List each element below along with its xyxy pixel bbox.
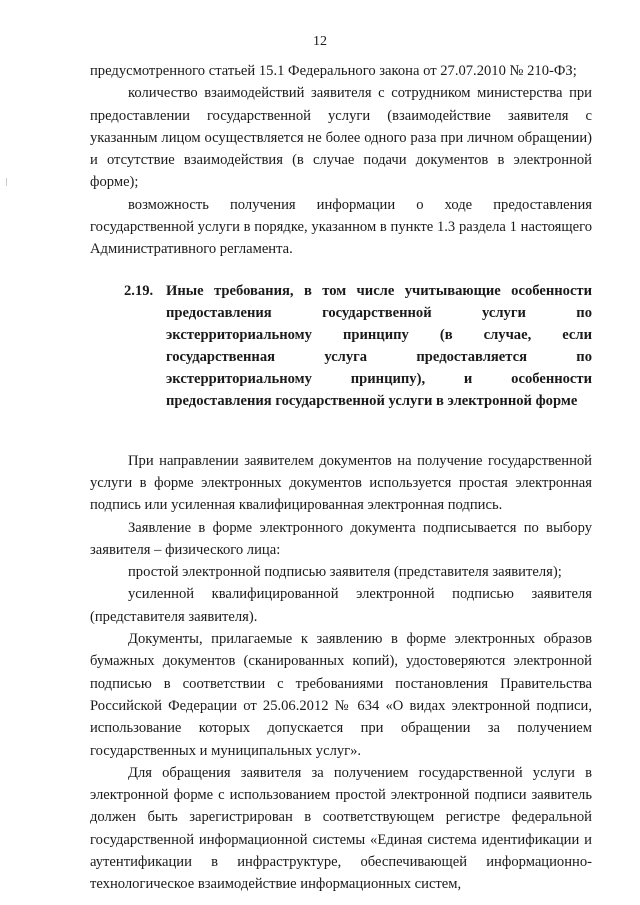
paragraph-qualified-signature: усиленной квалифицированной электронной подписью заявителя (представителя заявителя). xyxy=(90,586,592,625)
section-number: 2.19. xyxy=(124,282,154,299)
paragraph-interactions-count: количество взаимодействий заявителя с сотрудником министерства при предоставлении государственной услуги (взаимодействие заявителя с указанным лицом осуществляется не более одного раза при личном обращении) и отсутствие взаимодействия (в случае подачи документов в электронной форме); xyxy=(90,85,592,191)
page-number: 12 xyxy=(313,34,327,49)
paragraph-electronic-signature: При направлении заявителем документов на получение государственной услуги в форме электронных документов используется простая электронная подпись или усиленная квалифицированная электронная подпись. xyxy=(90,452,592,514)
document-body xyxy=(90,60,592,896)
paragraph-law-reference: предусмотренного статьей 15.1 Федерального закона от 27.07.2010 № 210-ФЗ; xyxy=(90,63,577,79)
paragraph-registration-requirement: Для обращения заявителя за получением государственной услуги в электронной форме с использованием простой электронной подписи заявитель должен быть зарегистрирован в соответствующем регистре федеральной государственной информационной системы «Единая система идентификации и аутентификации в инфраструктуре, обеспечивающей информационно-технологическое взаимодействие информационных систем, xyxy=(90,764,592,893)
scan-artifact xyxy=(6,178,7,186)
paragraph-attached-documents: Документы, прилагаемые к заявлению в форме электронных образов бумажных документов (сканированных копий), удостоверяются электронной подписью в соответствии с требованиями постановления Правительства Российской Федерации от 25.06.2012 № 634 «О видах электронной подписи, использование которых допускается при обращении за получением государственных и муниципальных услуг». xyxy=(90,631,592,759)
paragraph-status-info: возможность получения информации о ходе предоставления государственной услуги в порядке, указанном в пункте 1.3 раздела 1 настоящего Административного регламента. xyxy=(90,196,592,258)
paragraph-simple-signature: простой электронной подписью заявителя (представителя заявителя); xyxy=(128,564,562,581)
section-heading xyxy=(90,280,592,412)
section-title: Иные требования, в том числе учитывающие особенности предоставления государственной услуги по экстерриториальному принципу (в случае, если государственная услуга предоставляется по экстерриториальному принципу), и особенности предоставления государственной услуги в электронной форме xyxy=(166,282,592,409)
paragraph-application-signing: Заявление в форме электронного документа подписывается по выбору заявителя – физического лица: xyxy=(90,519,592,558)
